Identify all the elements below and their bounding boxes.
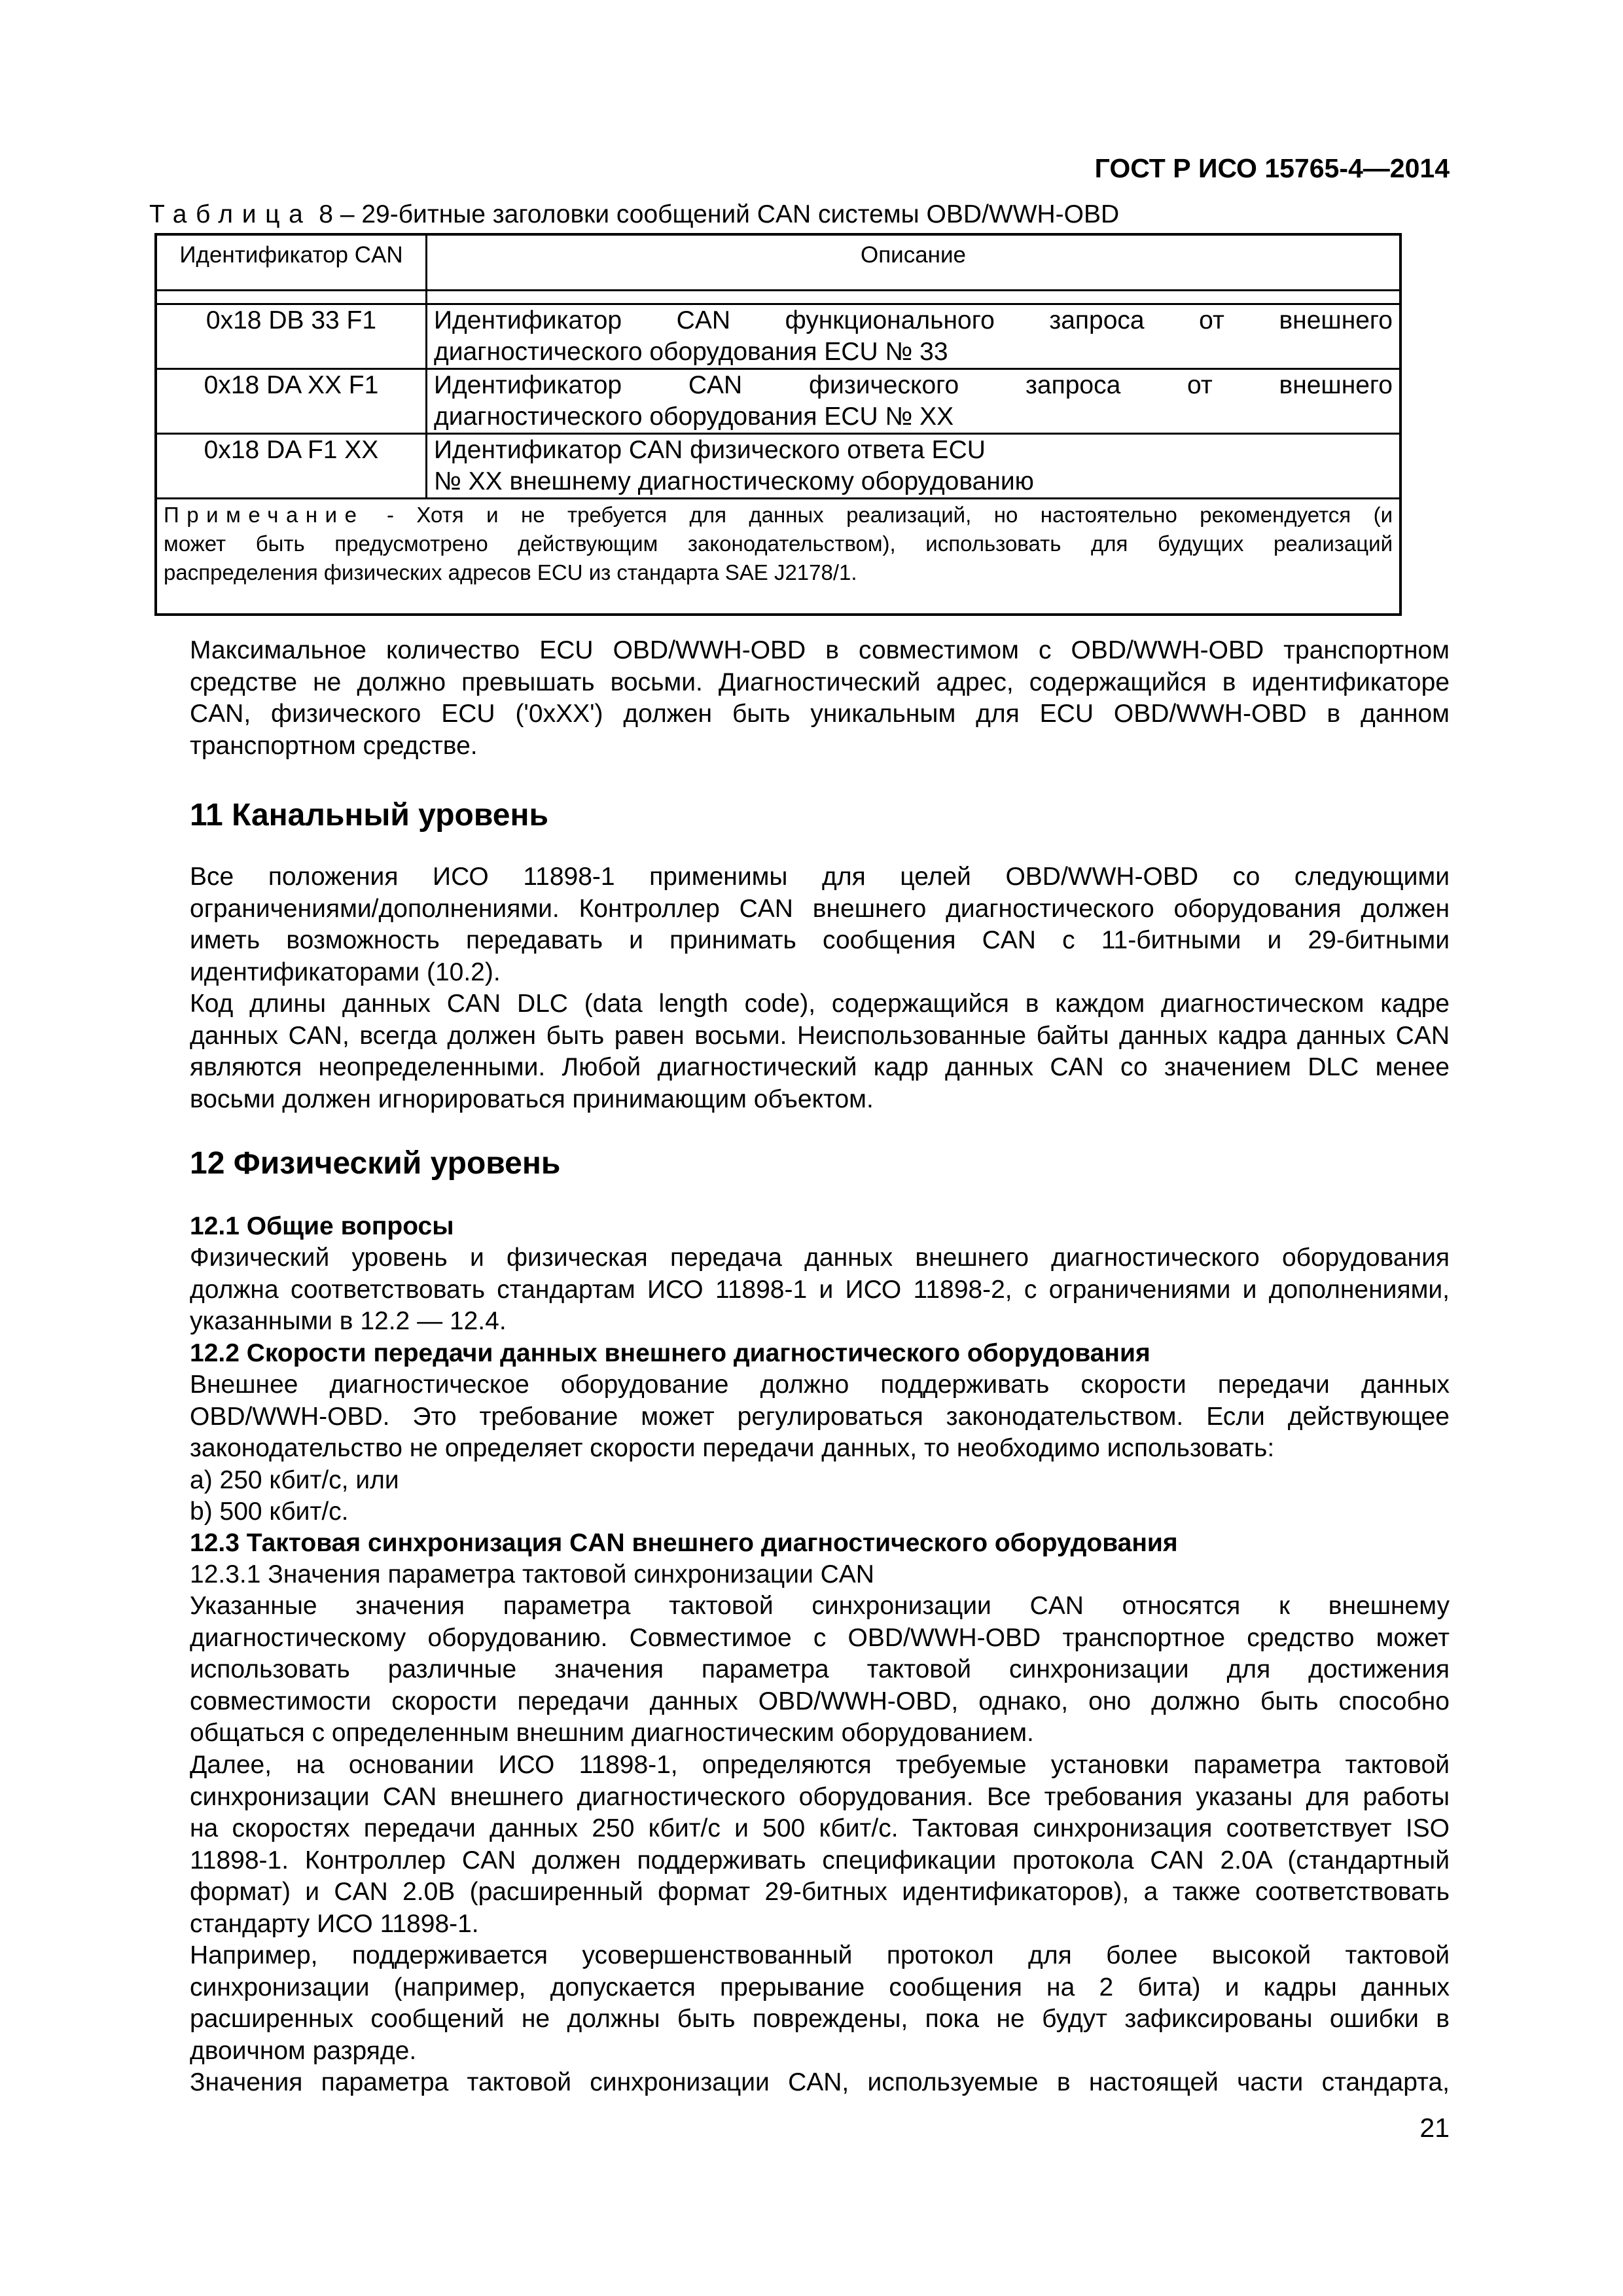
paragraph-physical-layer: Физический уровень и физическая передача данных внешнего диагностического оборудования должна соответствовать стандартам ИСО 11898-1 и ИСО 11898-2, с ограничениями и дополнениями, указанными в 12.2 — 12.4. [190,1244,1450,1335]
list-item-b: b) 500 кбит/с. [190,1498,349,1526]
paragraph-dlc: Код длины данных CAN DLC (data length code), содержащийся в каждом диагностическом кадре данных CAN, всегда должен быть равен восьми. Неиспользованные байты данных кадра данных CAN являются неопределенными. Любой диагностический кадр данных CAN со значением DLC менее восьми должен игнорироваться принимающим объектом. [190,990,1450,1113]
paragraph-continued: Значения параметра тактовой синхронизации CAN, используемые в настоящей части стандарта, [190,2068,1450,2096]
table-row [156,369,1400,434]
table-note-row [156,499,1400,615]
note-label: Примечание [164,503,365,527]
table-caption [149,199,1119,230]
can-id-cell: 0x18 DA XX F1 [156,369,427,434]
can-header-table [154,233,1402,616]
can-id-cell: 0x18 DB 33 F1 [156,304,427,369]
description-cell: Идентификатор CAN физического запроса от внешнего диагностического оборудования ECU № XX [427,369,1401,434]
description-cell: Идентификатор CAN функционального запроса от внешнего диагностического оборудования ECU № 33 [427,304,1401,369]
subsection-12-2-heading: 12.2 Скорости передачи данных внешнего диагностического оборудования [190,1339,1150,1367]
document-code: ГОСТ Р ИСО 15765-4—2014 [1094,153,1450,183]
column-header-id: Идентификатор CAN [156,234,427,291]
page-number: 21 [1419,2113,1450,2143]
paragraph-requirements: Далее, на основании ИСО 11898-1, определяются требуемые установки параметра тактовой синхронизации CAN внешнего диагностического оборудования. Все требования указаны для работы на скоростях передачи данных 250 кбит/с и 500 кбит/с. Тактовая синхронизация соответствует ISO 11898-1. Контроллер CAN должен поддерживать спецификации протокола CAN 2.0A (стандартный формат) и CAN 2.0B (расширенный формат 29-битных идентификаторов), а также соответствовать стандарту ИСО 11898-1. [190,1751,1450,1938]
paragraph-iso-11898: Все положения ИСО 11898-1 применимы для целей OBD/WWH-OBD со следующими ограничениями/дополнениями. Контроллер CAN внешнего диагностического оборудования должен иметь возможность передавать и принимать сообщения CAN с 11-битными и 29-битными идентификаторами (10.2). [190,863,1450,986]
table-row [156,434,1400,499]
paragraph-protocol-example: Например, поддерживается усовершенствованный протокол для более высокой тактовой синхронизации (например, допускается прерывание сообщения на 2 бита) и кадры данных расширенных сообщений не должны быть повреждены, пока не будут зафиксированы ошибки в двоичном разряде. [190,1941,1450,2065]
description-cell: Идентификатор CAN физического ответа ECU № XX внешнему диагностическому оборудованию [427,434,1401,499]
subsection-12-1-heading: 12.1 Общие вопросы [190,1212,454,1240]
table-note: Примечание - Хотя и не требуется для данных реализаций, но настоятельно рекомендуется (и может быть предусмотрено действующим законодательством), использовать для будущих реализаций распределения физических адресов ECU из стандарта SAE J2178/1. [156,499,1400,615]
table-caption-word: Таблица [149,200,312,228]
table-row [156,304,1400,369]
paragraph-bit-timing: Указанные значения параметра тактовой синхронизации CAN относятся к внешнему диагностическому оборудованию. Совместимое с OBD/WWH-OBD транспортное средство может использовать различные значения параметра тактовой синхронизации для достижения совместимости скорости передачи данных OBD/WWH-OBD, однако, оно должно быть способно общаться с определенным внешним диагностическим оборудованием. [190,1592,1450,1747]
subsection-12-3-1-heading: 12.3.1 Значения параметра тактовой синхронизации CAN [190,1560,874,1588]
list-item-a: a) 250 кбит/с, или [190,1466,399,1494]
table-header-row [156,234,1400,291]
can-id-cell: 0x18 DA F1 XX [156,434,427,499]
table-gap-row [156,291,1400,304]
paragraph-baud-rates: Внешнее диагностическое оборудование должно поддерживать скорости передачи данных OBD/WWH-OBD. Это требование может регулироваться законодательством. Если действующее законодательство не определяет скорости передачи данных, то необходимо использовать: [190,1371,1450,1462]
table-caption-text: 8 – 29-битные заголовки сообщений CAN системы OBD/WWH-OBD [312,200,1120,228]
section-12-heading: 12 Физический уровень [190,1146,561,1181]
paragraph-ecu-count: Максимальное количество ECU OBD/WWH-OBD в совместимом с OBD/WWH-OBD транспортном средстве не должно превышать восьми. Диагностический адрес, содержащийся в идентификаторе CAN, физического ECU ('0xXX') должен быть уникальным для ECU OBD/WWH-OBD в данном транспортном средстве. [190,636,1450,760]
column-header-description: Описание [427,234,1401,291]
section-11-heading: 11 Канальный уровень [190,798,548,833]
subsection-12-3-heading: 12.3 Тактовая синхронизация CAN внешнего диагностического оборудования [190,1529,1178,1557]
